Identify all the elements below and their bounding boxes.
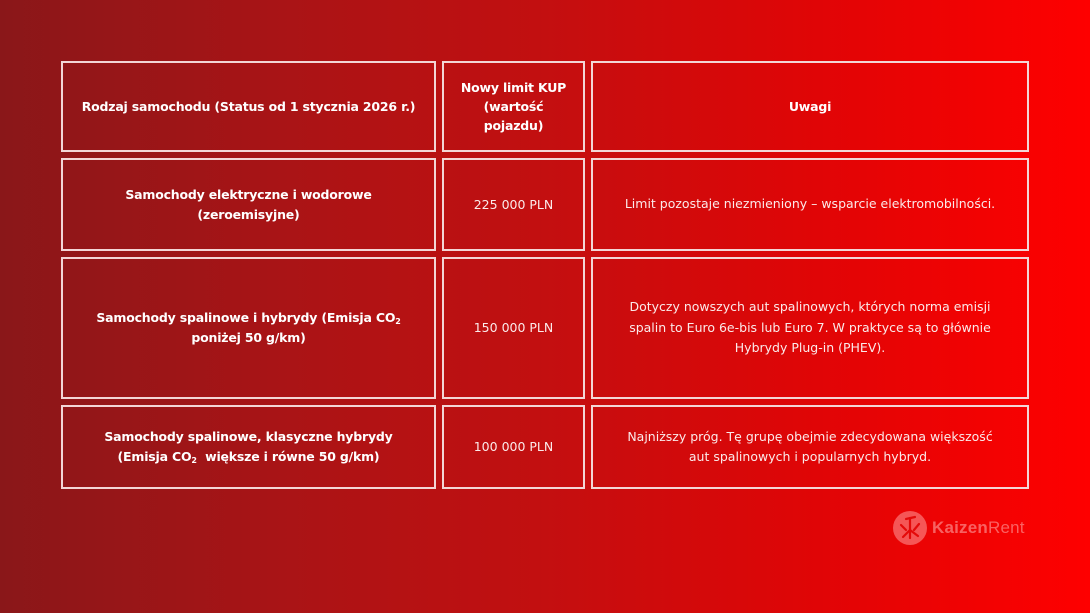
limit-value: 150 000 PLN	[473, 320, 554, 335]
row-high-emission-type-text	[104, 427, 392, 467]
row-low-emission-note	[591, 257, 1029, 399]
brand-name-light: Rent	[988, 518, 1025, 537]
row-low-emission-type	[61, 257, 436, 399]
header-kup-limit-line: Nowy limit KUP	[460, 80, 567, 95]
type-line-part: większe i równe 50 g/km)	[196, 449, 380, 464]
note-text: Limit pozostaje niezmieniony – wsparcie elektromobilności.	[624, 196, 996, 212]
row-electric-limit	[442, 158, 585, 251]
row-electric-type	[61, 158, 436, 251]
header-kup-limit	[442, 61, 585, 152]
header-vehicle-type-text: Rodzaj samochodu (Status od 1 stycznia 2026 r.)	[81, 99, 416, 114]
kaizen-rent-wordmark	[932, 518, 1025, 538]
note-text	[629, 297, 991, 359]
type-line-part: Samochody spalinowe i hybrydy (Emisja CO	[96, 310, 396, 325]
type-line: Samochody elektryczne i wodorowe	[125, 186, 372, 202]
type-line-part: (Emisja CO	[117, 449, 192, 464]
header-vehicle-type	[61, 61, 436, 152]
note-text	[627, 427, 992, 468]
brand-name-bold: Kaizen	[932, 518, 988, 537]
limit-value: 100 000 PLN	[473, 439, 554, 454]
note-line: spalin to Euro 6e-bis lub Euro 7. W praktyce są to głównie	[629, 319, 991, 335]
note-line: Najniższy próg. Tę grupę obejmie zdecydowana większość	[627, 428, 993, 444]
header-notes-text: Uwagi	[788, 99, 832, 114]
type-line	[96, 308, 400, 328]
type-line: (zeroemisyjne)	[197, 206, 300, 222]
row-electric-note	[591, 158, 1029, 251]
header-notes	[591, 61, 1029, 152]
type-line: Samochody spalinowe, klasyczne hybrydy	[104, 429, 393, 444]
row-high-emission-limit	[442, 405, 585, 489]
row-high-emission-type	[61, 405, 436, 489]
header-kup-limit-text	[461, 78, 566, 135]
row-electric-type-text	[125, 185, 371, 225]
kaizen-rent-logo	[893, 511, 1025, 545]
note-line: aut spalinowych i popularnych hybryd.	[688, 449, 932, 464]
type-line: poniżej 50 g/km)	[191, 330, 306, 345]
subscript: 2	[191, 456, 197, 465]
subscript: 2	[395, 317, 401, 326]
row-low-emission-limit	[442, 257, 585, 399]
kaizen-rent-logo-icon	[893, 511, 927, 545]
type-line	[104, 447, 392, 467]
note-line: Hybrydy Plug-in (PHEV).	[734, 340, 886, 356]
note-line: Dotyczy nowszych aut spalinowych, których norma emisji	[629, 299, 991, 315]
header-kup-limit-line: (wartość	[483, 99, 544, 114]
row-high-emission-note	[591, 405, 1029, 489]
limit-value: 225 000 PLN	[473, 196, 554, 212]
row-low-emission-type-text	[96, 308, 400, 348]
header-kup-limit-line: pojazdu)	[483, 118, 544, 133]
